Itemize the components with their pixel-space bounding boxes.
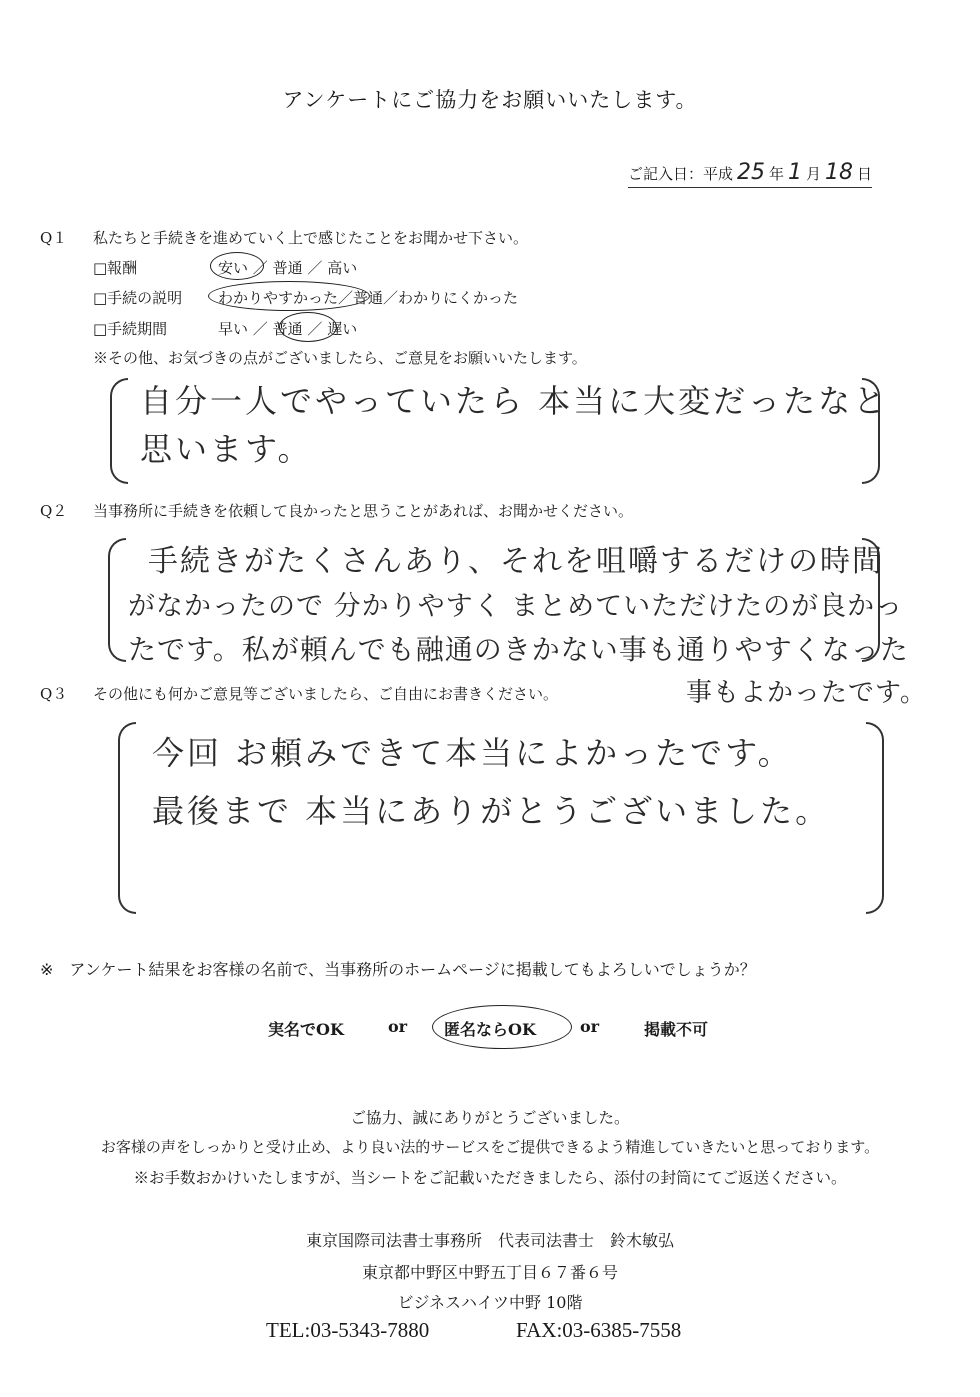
date-month: 1 — [788, 160, 803, 185]
or-label: or — [580, 1017, 600, 1036]
survey-title: アンケートにご協力をお願いいたします。 — [282, 88, 698, 112]
separator: ／普通／ — [338, 289, 399, 307]
q2-answer-line-3: たです。私が頼んでも融通のきかない事も通りやすくなった — [128, 633, 909, 666]
selected-circle-explanation — [208, 281, 370, 311]
selected-circle-publish — [432, 1005, 572, 1049]
q2-question: 当事務所に手続きを依頼して良かったと思うことがあれば、お聞かせください。 — [93, 502, 634, 520]
q3-number: Q３ — [40, 685, 68, 703]
q1-question: 私たちと手続きを進めていく上で感じたことをお聞かせ下さい。 — [93, 229, 529, 247]
footer-thanks: ご協力、誠にありがとうございました。 — [350, 1109, 630, 1127]
office-address: 東京都中野区中野五丁目６７番６号 — [361, 1263, 618, 1282]
option-cheap[interactable]: 安い — [218, 259, 249, 277]
q1-answer-bracket-left — [110, 378, 128, 484]
date-day: 18 — [825, 160, 854, 185]
option-easy[interactable]: わかりやすかった — [218, 289, 339, 307]
q3-answer-line-2: 最後まで 本当にありがとうございました。 — [152, 792, 831, 830]
office-name: 東京国際司法書士事務所 代表司法書士 鈴木敏弘 — [305, 1231, 674, 1250]
option-normal[interactable]: 普通 — [272, 259, 303, 277]
option-hard[interactable]: わかりにくかった — [398, 289, 519, 307]
q1-answer-line-1: 自分一人でやっていたら 本当に大変だったなと — [140, 382, 889, 420]
q1-note: ※その他、お気づきの点がございましたら、ご意見をお願いいたします。 — [93, 349, 587, 367]
footer-message: お客様の声をしっかりと受け止め、より良い法的サービスをご提供できるよう精進していきたいと思っております。 — [100, 1138, 880, 1156]
q1-row-fee-label: □報酬 — [93, 259, 138, 277]
q3-question: その他にも何かご意見等ございましたら、ご自由にお書きください。 — [93, 685, 559, 703]
option-anonymous-ok[interactable]: 匿名ならOK — [444, 1020, 536, 1039]
separator: ／ — [252, 320, 268, 338]
or-label: or — [388, 1017, 408, 1036]
date-year: 25 — [737, 160, 766, 185]
option-real-name-ok[interactable]: 実名でOK — [268, 1020, 344, 1039]
option-fast[interactable]: 早い — [218, 320, 249, 338]
q1-row-explanation-label: □手続の説明 — [93, 289, 183, 307]
option-expensive[interactable]: 高い — [327, 259, 358, 277]
footer-return-note: ※お手数おかけいたしますが、当シートをご記載いただきましたら、添付の封筒にてご返送ください。 — [133, 1169, 847, 1187]
office-tel: TEL:03-5343-7880 — [266, 1318, 430, 1342]
option-no-publish[interactable]: 掲載不可 — [644, 1020, 709, 1039]
q2-answer-line-2: がなかったので 分かりやすく まとめていただけたのが良かっ — [128, 591, 904, 622]
separator: ／ — [307, 259, 323, 277]
option-slow[interactable]: 遅い — [327, 320, 358, 338]
selected-circle-period — [279, 312, 337, 342]
separator: ／ — [252, 259, 268, 277]
separator: ／ — [307, 320, 323, 338]
q1-row-period-label: □手続期間 — [93, 320, 168, 338]
date-prefix: ご記入日：平成 — [628, 165, 734, 183]
date-year-unit: 年 — [769, 165, 785, 183]
office-fax: FAX:03-6385-7558 — [516, 1318, 682, 1342]
date-underline — [628, 187, 872, 188]
q2-answer-line-1: 手続きがたくさんあり、それを咀嚼するだけの時間 — [148, 544, 884, 579]
date-month-unit: 月 — [806, 165, 822, 183]
office-building: ビジネスハイツ中野 10階 — [397, 1293, 583, 1312]
q3-answer-bracket-left — [118, 722, 136, 914]
q3-answer-line-1: 今回 お頼みできて本当によかったです。 — [152, 734, 793, 772]
date-day-unit: 日 — [857, 165, 873, 183]
publish-question: ※ アンケート結果をお客様の名前で、当事務所のホームページに掲載してもよろしいでしょうか？ — [40, 960, 756, 979]
entry-date — [628, 160, 872, 185]
q2-answer-line-4: 事もよかったです。 — [686, 678, 927, 708]
option-normal[interactable]: 普通 — [272, 320, 303, 338]
q3-answer-bracket-right — [866, 722, 884, 914]
q1-number: Q１ — [40, 229, 68, 247]
q1-answer-line-2: 思います。 — [140, 430, 313, 468]
q2-answer-bracket-left — [108, 538, 126, 662]
selected-circle-fee — [210, 252, 264, 280]
q2-number: Q２ — [40, 502, 68, 520]
